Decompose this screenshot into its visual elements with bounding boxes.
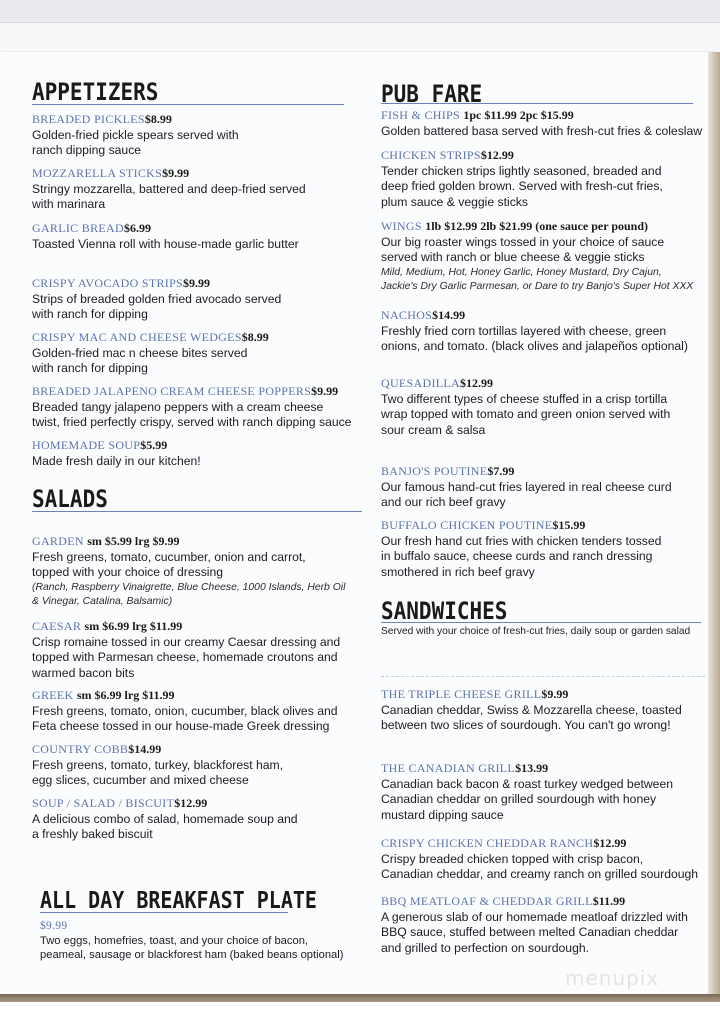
menu-item: CRISPY CHICKEN CHEDDAR RANCH$12.99 Crispy breaded chicken topped with crisp bacon, Canadian cheddar, and creamy ranch on grilled sourdough: [381, 836, 699, 881]
menu-item: QUESADILLA$12.99 Two different types of cheese stuffed in a crisp tortilla wrap topped with tomato and green onion served with sour cream & salsa: [381, 376, 671, 437]
sandwiches-subtitle: Served with your choice of fresh-cut fries, daily soup or garden salad: [381, 626, 691, 637]
menu-item: CHICKEN STRIPS$12.99 Tender chicken strips lightly seasoned, breaded and deep fried golden brown. Served with fresh-cut fries, plum sauce & veggie sticks: [381, 148, 663, 209]
pub-fare-rule: [381, 103, 693, 104]
menu-item: THE TRIPLE CHEESE GRILL$9.99 Canadian cheddar, Swiss & Mozzarella cheese, toasted between two slices of sourdough. You can't go wrong!: [381, 687, 682, 732]
appetizers-rule: [32, 104, 344, 105]
menu-item: COUNTRY COBB$14.99 Fresh greens, tomato, turkey, blackforest ham, egg slices, cucumber and mixed cheese: [32, 742, 284, 787]
menu-item: GARDEN sm $5.99 lrg $9.99 Fresh greens, tomato, cucumber, onion and carrot, topped with your choice of dressing (Ranch, Raspberry Vinaigrette, Blue Cheese, 1000 Islands, Herb Oil & Vinegar, Catalina, Balsamic): [32, 534, 346, 607]
table-edge: [0, 994, 720, 1002]
breakfast-rule: [40, 912, 288, 913]
menu-item: BBQ MEATLOAF & CHEDDAR GRILL$11.99 A generous slab of our homemade meatloaf drizzled with BBQ sauce, stuffed between melted Canadian cheddar and grilled to perfection on sourdough.: [381, 894, 688, 955]
page-right-edge: [708, 52, 720, 996]
appetizers-title: APPETIZERS: [32, 78, 159, 106]
watermark: menupix: [565, 966, 660, 990]
pub-fare-title: PUB FARE: [381, 80, 483, 108]
menu-item: GARLIC BREAD$6.99 Toasted Vienna roll with house-made garlic butter: [32, 221, 299, 251]
menu-item: WINGS 1lb $12.99 2lb $21.99 (one sauce per pound) Our big roaster wings tossed in your choice of sauce served with ranch or blue cheese & veggie sticks Mild, Medium, Hot, Honey Garlic, Honey Mustard, Dry Cajun, Jackie's Dry Garlic Parmesan, or Dare to try Banjo's Super Hot XXX: [381, 219, 694, 292]
menu-item: GREEK sm $6.99 lrg $11.99 Fresh greens, tomato, onion, cucumber, black olives and Feta cheese tossed in our house-made Greek dressing: [32, 688, 338, 733]
top-background-strip: [0, 0, 720, 23]
menu-item: FISH & CHIPS 1pc $11.99 2pc $15.99 Golden battered basa served with fresh-cut fries & coleslaw: [381, 108, 703, 138]
divider: [381, 676, 705, 677]
menu-item: THE CANADIAN GRILL$13.99 Canadian back bacon & roast turkey wedged between Canadian cheddar on grilled sourdough with honey mustard dipping sauce: [381, 761, 674, 822]
salads-title: SALADS: [32, 485, 108, 513]
menu-item: CRISPY AVOCADO STRIPS$9.99 Strips of breaded golden fried avocado served with ranch for dipping: [32, 276, 282, 321]
sandwiches-title: SANDWICHES: [381, 597, 508, 625]
salads-rule: [32, 511, 362, 512]
menu-item: SOUP / SALAD / BISCUIT$12.99 A delicious combo of salad, homemade soup and a freshly baked biscuit: [32, 796, 298, 841]
breakfast-item: $9.99 Two eggs, homefries, toast, and your choice of bacon, peameal, sausage or blackforest ham (baked beans optional): [40, 920, 344, 961]
menu-item: BUFFALO CHICKEN POUTINE$15.99 Our fresh hand cut fries with chicken tenders tossed in buffalo sauce, cheese curds and ranch dressing smothered in rich beef gravy: [381, 518, 662, 579]
menu-item: MOZZARELLA STICKS$9.99 Stringy mozzarella, battered and deep-fried served with marinara: [32, 166, 306, 211]
menu-item: CAESAR sm $6.99 lrg $11.99 Crisp romaine tossed in our creamy Caesar dressing and topped with Parmesan cheese, homemade croutons and warmed bacon bits: [32, 619, 341, 680]
menu-item: CRISPY MAC AND CHEESE WEDGES$8.99 Golden-fried mac n cheese bites served with ranch for dipping: [32, 330, 269, 375]
menu-item: BREADED PICKLES$8.99 Golden-fried pickle spears served with ranch dipping sauce: [32, 112, 239, 157]
menu-item: HOMEMADE SOUP$5.99 Made fresh daily in our kitchen!: [32, 438, 201, 468]
menu-item: BANJO'S POUTINE$7.99 Our famous hand-cut fries layered in real cheese curd and our rich beef gravy: [381, 464, 672, 509]
menu-item: NACHOS$14.99 Freshly fried corn tortillas layered with cheese, green onions, and tomato. (black olives and jalapeños optional): [381, 308, 688, 353]
menu-item: BREADED JALAPENO CREAM CHEESE POPPERS$9.99 Breaded tangy jalapeno peppers with a cream cheese twist, fried perfectly crispy, served with ranch dipping sauce: [32, 384, 352, 429]
sandwiches-rule: [381, 622, 701, 623]
breakfast-title: ALL DAY BREAKFAST PLATE: [40, 886, 317, 914]
